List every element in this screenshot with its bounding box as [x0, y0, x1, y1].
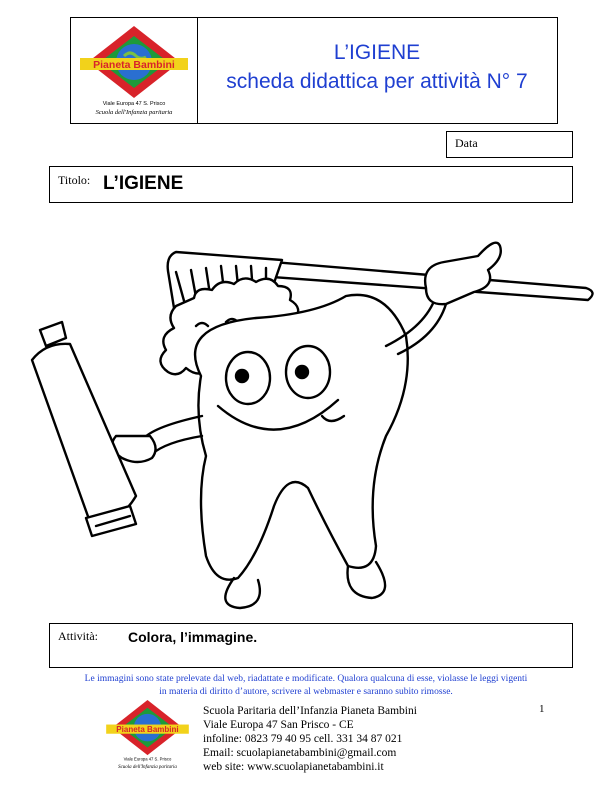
footer-phone: infoline: 0823 79 40 95 cell. 331 34 87 021 — [203, 733, 403, 745]
activity-label: Attività: — [58, 629, 98, 643]
disclaimer-line: in materia di diritto d’autore, scrivere al webmaster e saranno subito rimosse. — [159, 687, 453, 697]
footer-address: Viale Europa 47 San Prisco - CE — [203, 719, 354, 731]
footer-logo-tagline: Scuola dell'Infanzia paritaria — [118, 765, 177, 771]
footer-contact-info — [203, 704, 417, 774]
footer-logo-text: Pianeta Bambini — [116, 725, 179, 735]
date-label: Data — [455, 136, 478, 150]
logo-text: Pianeta Bambini — [93, 59, 175, 71]
disclaimer-line: Le immagini sono state prelevate dal web, riadattate e modificate. Qualora qualcuna di esse, violasse le leggi vigenti — [84, 674, 528, 684]
title-value: L’IGIENE — [103, 173, 184, 194]
logo-address: Viale Europa 47 S. Prisco — [102, 101, 166, 107]
footer-school-name: Scuola Paritaria dell’Infanzia Pianeta Bambini — [203, 705, 417, 717]
footer-email[interactable]: Email: scuolapianetabambini@gmail.com — [203, 747, 397, 759]
school-logo — [74, 22, 194, 120]
footer-website[interactable]: web site: www.scuolapianetabambini.it — [203, 761, 384, 773]
activity-value: Colora, l’immagine. — [128, 629, 258, 645]
footer-logo — [100, 697, 195, 772]
tooth-brushing-cartoon-icon — [26, 226, 606, 616]
copyright-disclaimer — [20, 673, 592, 699]
page-subtitle: scheda didattica per attività N° 7 — [226, 70, 528, 93]
page-title: L’IGIENE — [333, 41, 421, 64]
title-label: Titolo: — [58, 173, 91, 187]
footer-logo-address: Viale Europa 47 S. Prisco — [123, 756, 172, 762]
page-number: 1 — [539, 703, 545, 715]
logo-tagline: Scuola dell'Infanzia paritaria — [95, 109, 173, 116]
